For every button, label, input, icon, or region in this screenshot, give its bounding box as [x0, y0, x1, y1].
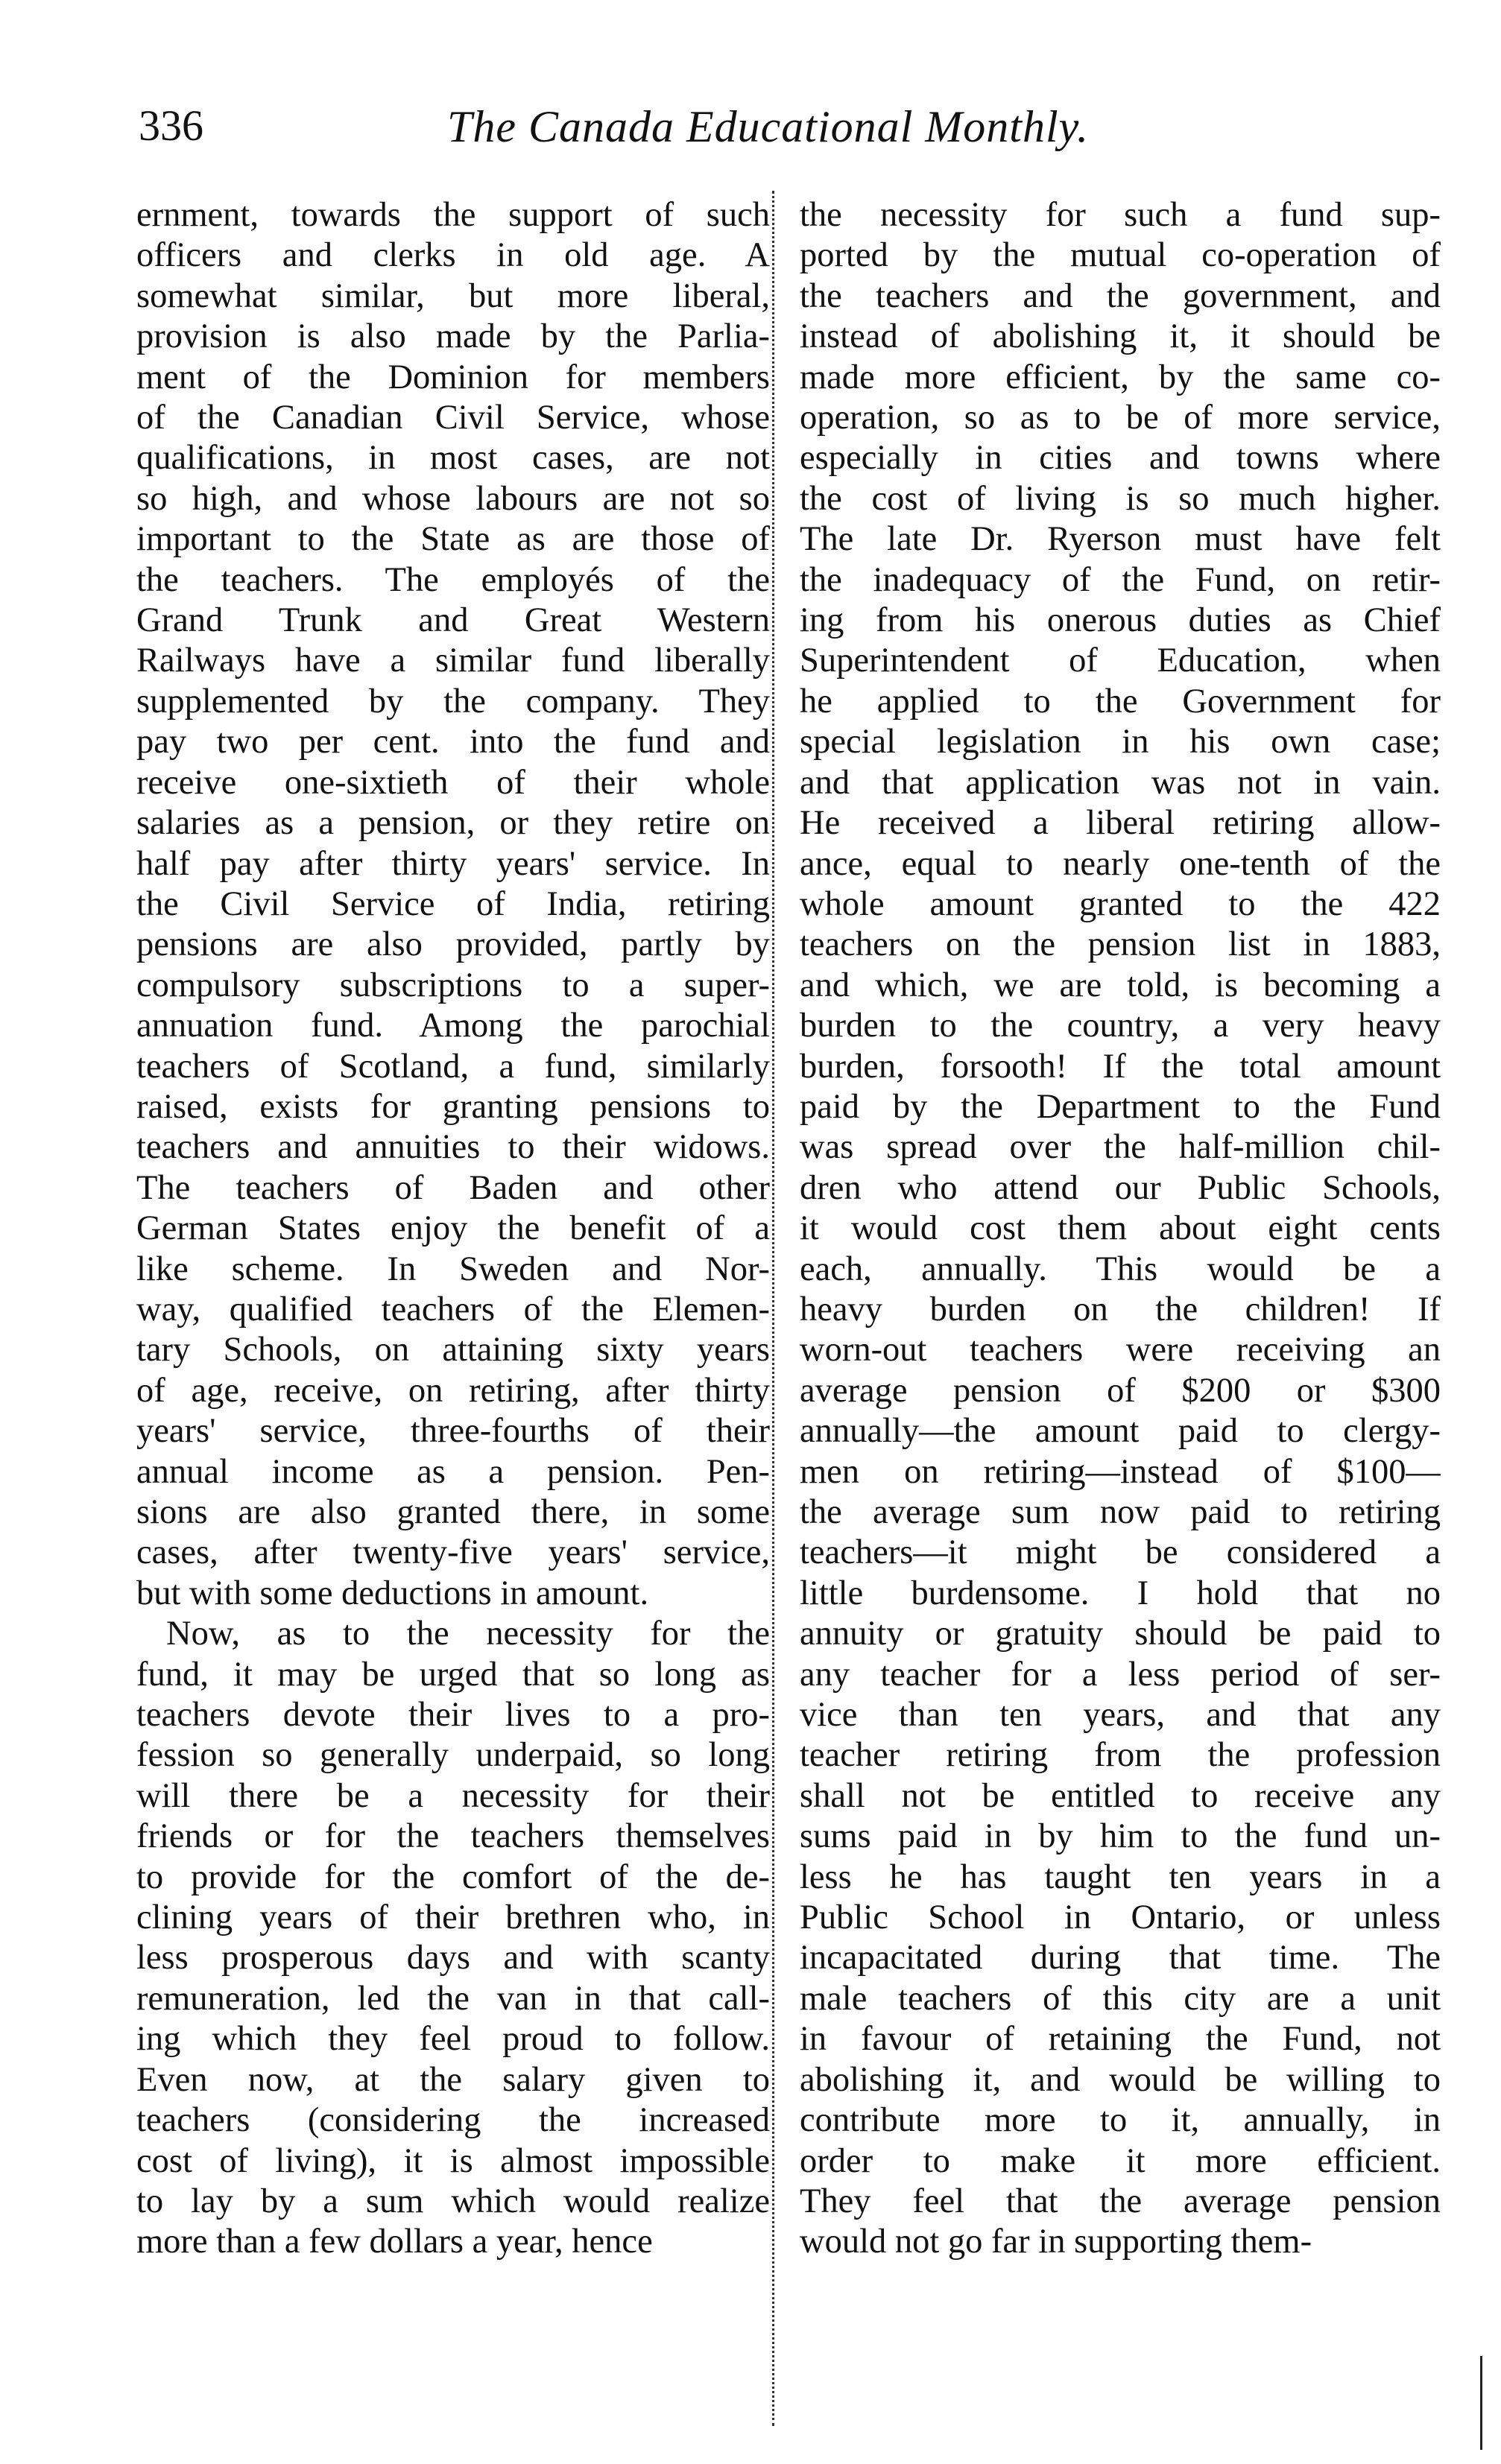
- text-line: the Civil Service of India, retiring: [136, 884, 770, 923]
- text-line: Grand Trunk and Great Western: [136, 601, 770, 640]
- text-line: of age, receive, on retiring, after thirty: [136, 1371, 770, 1410]
- text-line: cost of living), it is almost impossible: [136, 2141, 770, 2180]
- text-line: teachers of Scotland, a fund, similarly: [136, 1047, 770, 1086]
- text-line: years' service, three-fourths of their: [136, 1412, 770, 1451]
- text-line: and which, we are told, is becoming a: [800, 966, 1441, 1004]
- text-line: but with some deductions in amount.: [136, 1574, 649, 1612]
- text-line: ing which they feel proud to follow.: [136, 2020, 770, 2059]
- text-line: made more efficient, by the same co-: [800, 358, 1441, 396]
- text-line: of the Canadian Civil Service, whose: [136, 399, 770, 437]
- text-line: half pay after thirty years' service. In: [136, 844, 770, 883]
- page-edge-mark: [1480, 2356, 1482, 2450]
- text-line: each, annually. This would be a: [800, 1250, 1441, 1288]
- text-line: male teachers of this city are a unit: [800, 1979, 1441, 2018]
- text-line: like scheme. In Sweden and Nor-: [136, 1250, 770, 1288]
- text-line: The teachers of Baden and other: [136, 1168, 770, 1207]
- text-line: fession so generally underpaid, so long: [136, 1736, 770, 1775]
- text-line: more than a few dollars a year, hence: [136, 2223, 653, 2261]
- text-line: any teacher for a less period of ser-: [800, 1655, 1441, 1694]
- text-line: ernment, towards the support of such: [136, 196, 770, 234]
- text-line: abolishing it, and would be willing to: [800, 2060, 1441, 2099]
- text-line: way, qualified teachers of the Elemen-: [136, 1290, 770, 1328]
- right-column: [800, 195, 1441, 2263]
- text-line: the inadequacy of the Fund, on retir-: [800, 560, 1441, 599]
- text-line: somewhat similar, but more liberal,: [136, 276, 770, 315]
- text-line: tary Schools, on attaining sixty years: [136, 1331, 770, 1369]
- text-line: ment of the Dominion for members: [136, 358, 770, 396]
- text-line: less prosperous days and with scanty: [136, 1939, 770, 1977]
- text-line: he applied to the Government for: [800, 682, 1441, 720]
- text-line: Even now, at the salary given to: [136, 2060, 770, 2099]
- text-line: the necessity for such a fund sup-: [800, 196, 1441, 234]
- text-line: especially in cities and towns where: [800, 439, 1441, 478]
- text-line: qualifications, in most cases, are not: [136, 439, 770, 478]
- text-line: shall not be entitled to receive any: [800, 1776, 1441, 1815]
- text-line: Now, as to the necessity for the: [166, 1615, 770, 1653]
- text-line: teacher retiring from the profession: [800, 1736, 1441, 1775]
- page-number: 336: [139, 101, 203, 150]
- text-line: vice than ten years, and that any: [800, 1696, 1441, 1735]
- text-line: would not go far in supporting them-: [800, 2223, 1312, 2261]
- text-line: officers and clerks in old age. A: [136, 236, 770, 275]
- text-line: Public School in Ontario, or unless: [800, 1898, 1441, 1937]
- text-line: dren who attend our Public Schools,: [800, 1168, 1441, 1207]
- text-line: special legislation in his own case;: [800, 723, 1441, 761]
- text-line: order to make it more efficient.: [800, 2141, 1441, 2180]
- text-line: teachers devote their lives to a pro-: [136, 1696, 770, 1735]
- text-line: They feel that the average pension: [800, 2182, 1441, 2220]
- text-line: annuity or gratuity should be paid to: [800, 1615, 1441, 1653]
- text-line: sums paid in by him to the fund un-: [800, 1817, 1441, 1856]
- text-line: teachers and annuities to their widows.: [136, 1128, 770, 1167]
- text-line: and that application was not in vain.: [800, 763, 1441, 802]
- left-column: [136, 195, 770, 2263]
- text-line: incapacitated during that time. The: [800, 1939, 1441, 1977]
- text-line: annually—the amount paid to clergy-: [800, 1412, 1441, 1451]
- text-line: The late Dr. Ryerson must have felt: [800, 520, 1441, 559]
- text-line: remuneration, led the van in that call-: [136, 1979, 770, 2018]
- text-line: the teachers and the government, and: [800, 276, 1441, 315]
- text-line: less he has taught ten years in a: [800, 1857, 1441, 1896]
- text-line: instead of abolishing it, it should be: [800, 317, 1441, 356]
- text-line: Railways have a similar fund liberally: [136, 642, 770, 680]
- text-line: supplemented by the company. They: [136, 682, 770, 720]
- text-line: He received a liberal retiring allow-: [800, 804, 1441, 843]
- text-line: teachers on the pension list in 1883,: [800, 925, 1441, 964]
- text-line: men on retiring—instead of $100—: [800, 1452, 1441, 1491]
- column-divider: [772, 191, 774, 2426]
- text-line: so high, and whose labours are not so: [136, 479, 770, 518]
- text-line: the average sum now paid to retiring: [800, 1493, 1441, 1531]
- text-line: heavy burden on the children! If: [800, 1290, 1441, 1328]
- text-line: teachers—it might be considered a: [800, 1533, 1441, 1572]
- text-line: contribute more to it, annually, in: [800, 2101, 1441, 2140]
- text-line: to lay by a sum which would realize: [136, 2182, 770, 2220]
- text-line: annual income as a pension. Pen-: [136, 1452, 770, 1491]
- text-line: raised, exists for granting pensions to: [136, 1087, 770, 1126]
- text-line: in favour of retaining the Fund, not: [800, 2020, 1441, 2059]
- text-line: important to the State as are those of: [136, 520, 770, 559]
- text-line: receive one-sixtieth of their whole: [136, 763, 770, 802]
- text-line: burden, forsooth! If the total amount: [800, 1047, 1441, 1086]
- text-line: German States enjoy the benefit of a: [136, 1209, 770, 1248]
- text-line: fund, it may be urged that so long as: [136, 1655, 770, 1694]
- text-line: was spread over the half-million chil-: [800, 1128, 1441, 1167]
- text-line: Superintendent of Education, when: [800, 642, 1441, 680]
- text-line: it would cost them about eight cents: [800, 1209, 1441, 1248]
- running-title: The Canada Educational Monthly.: [447, 102, 1089, 151]
- text-line: burden to the country, a very heavy: [800, 1007, 1441, 1045]
- text-line: worn-out teachers were receiving an: [800, 1331, 1441, 1369]
- text-line: provision is also made by the Parlia-: [136, 317, 770, 356]
- text-line: sions are also granted there, in some: [136, 1493, 770, 1531]
- text-line: pensions are also provided, partly by: [136, 925, 770, 964]
- text-line: ported by the mutual co-operation of: [800, 236, 1441, 275]
- text-line: paid by the Department to the Fund: [800, 1087, 1441, 1126]
- text-line: ing from his onerous duties as Chief: [800, 601, 1441, 640]
- text-line: the cost of living is so much higher.: [800, 479, 1441, 518]
- text-line: friends or for the teachers themselves: [136, 1817, 770, 1856]
- text-line: salaries as a pension, or they retire on: [136, 804, 770, 843]
- text-line: little burdensome. I hold that no: [800, 1574, 1441, 1612]
- text-line: will there be a necessity for their: [136, 1776, 770, 1815]
- text-line: ance, equal to nearly one-tenth of the: [800, 844, 1441, 883]
- text-line: the teachers. The employés of the: [136, 560, 770, 599]
- text-line: compulsory subscriptions to a super-: [136, 966, 770, 1004]
- text-line: to provide for the comfort of the de-: [136, 1857, 770, 1896]
- text-line: pay two per cent. into the fund and: [136, 723, 770, 761]
- text-line: whole amount granted to the 422: [800, 884, 1441, 923]
- text-line: average pension of $200 or $300: [800, 1371, 1441, 1410]
- text-line: operation, so as to be of more service,: [800, 399, 1441, 437]
- text-line: cases, after twenty-five years' service,: [136, 1533, 770, 1572]
- text-line: annuation fund. Among the parochial: [136, 1007, 770, 1045]
- text-line: clining years of their brethren who, in: [136, 1898, 770, 1937]
- text-line: teachers (considering the increased: [136, 2101, 770, 2140]
